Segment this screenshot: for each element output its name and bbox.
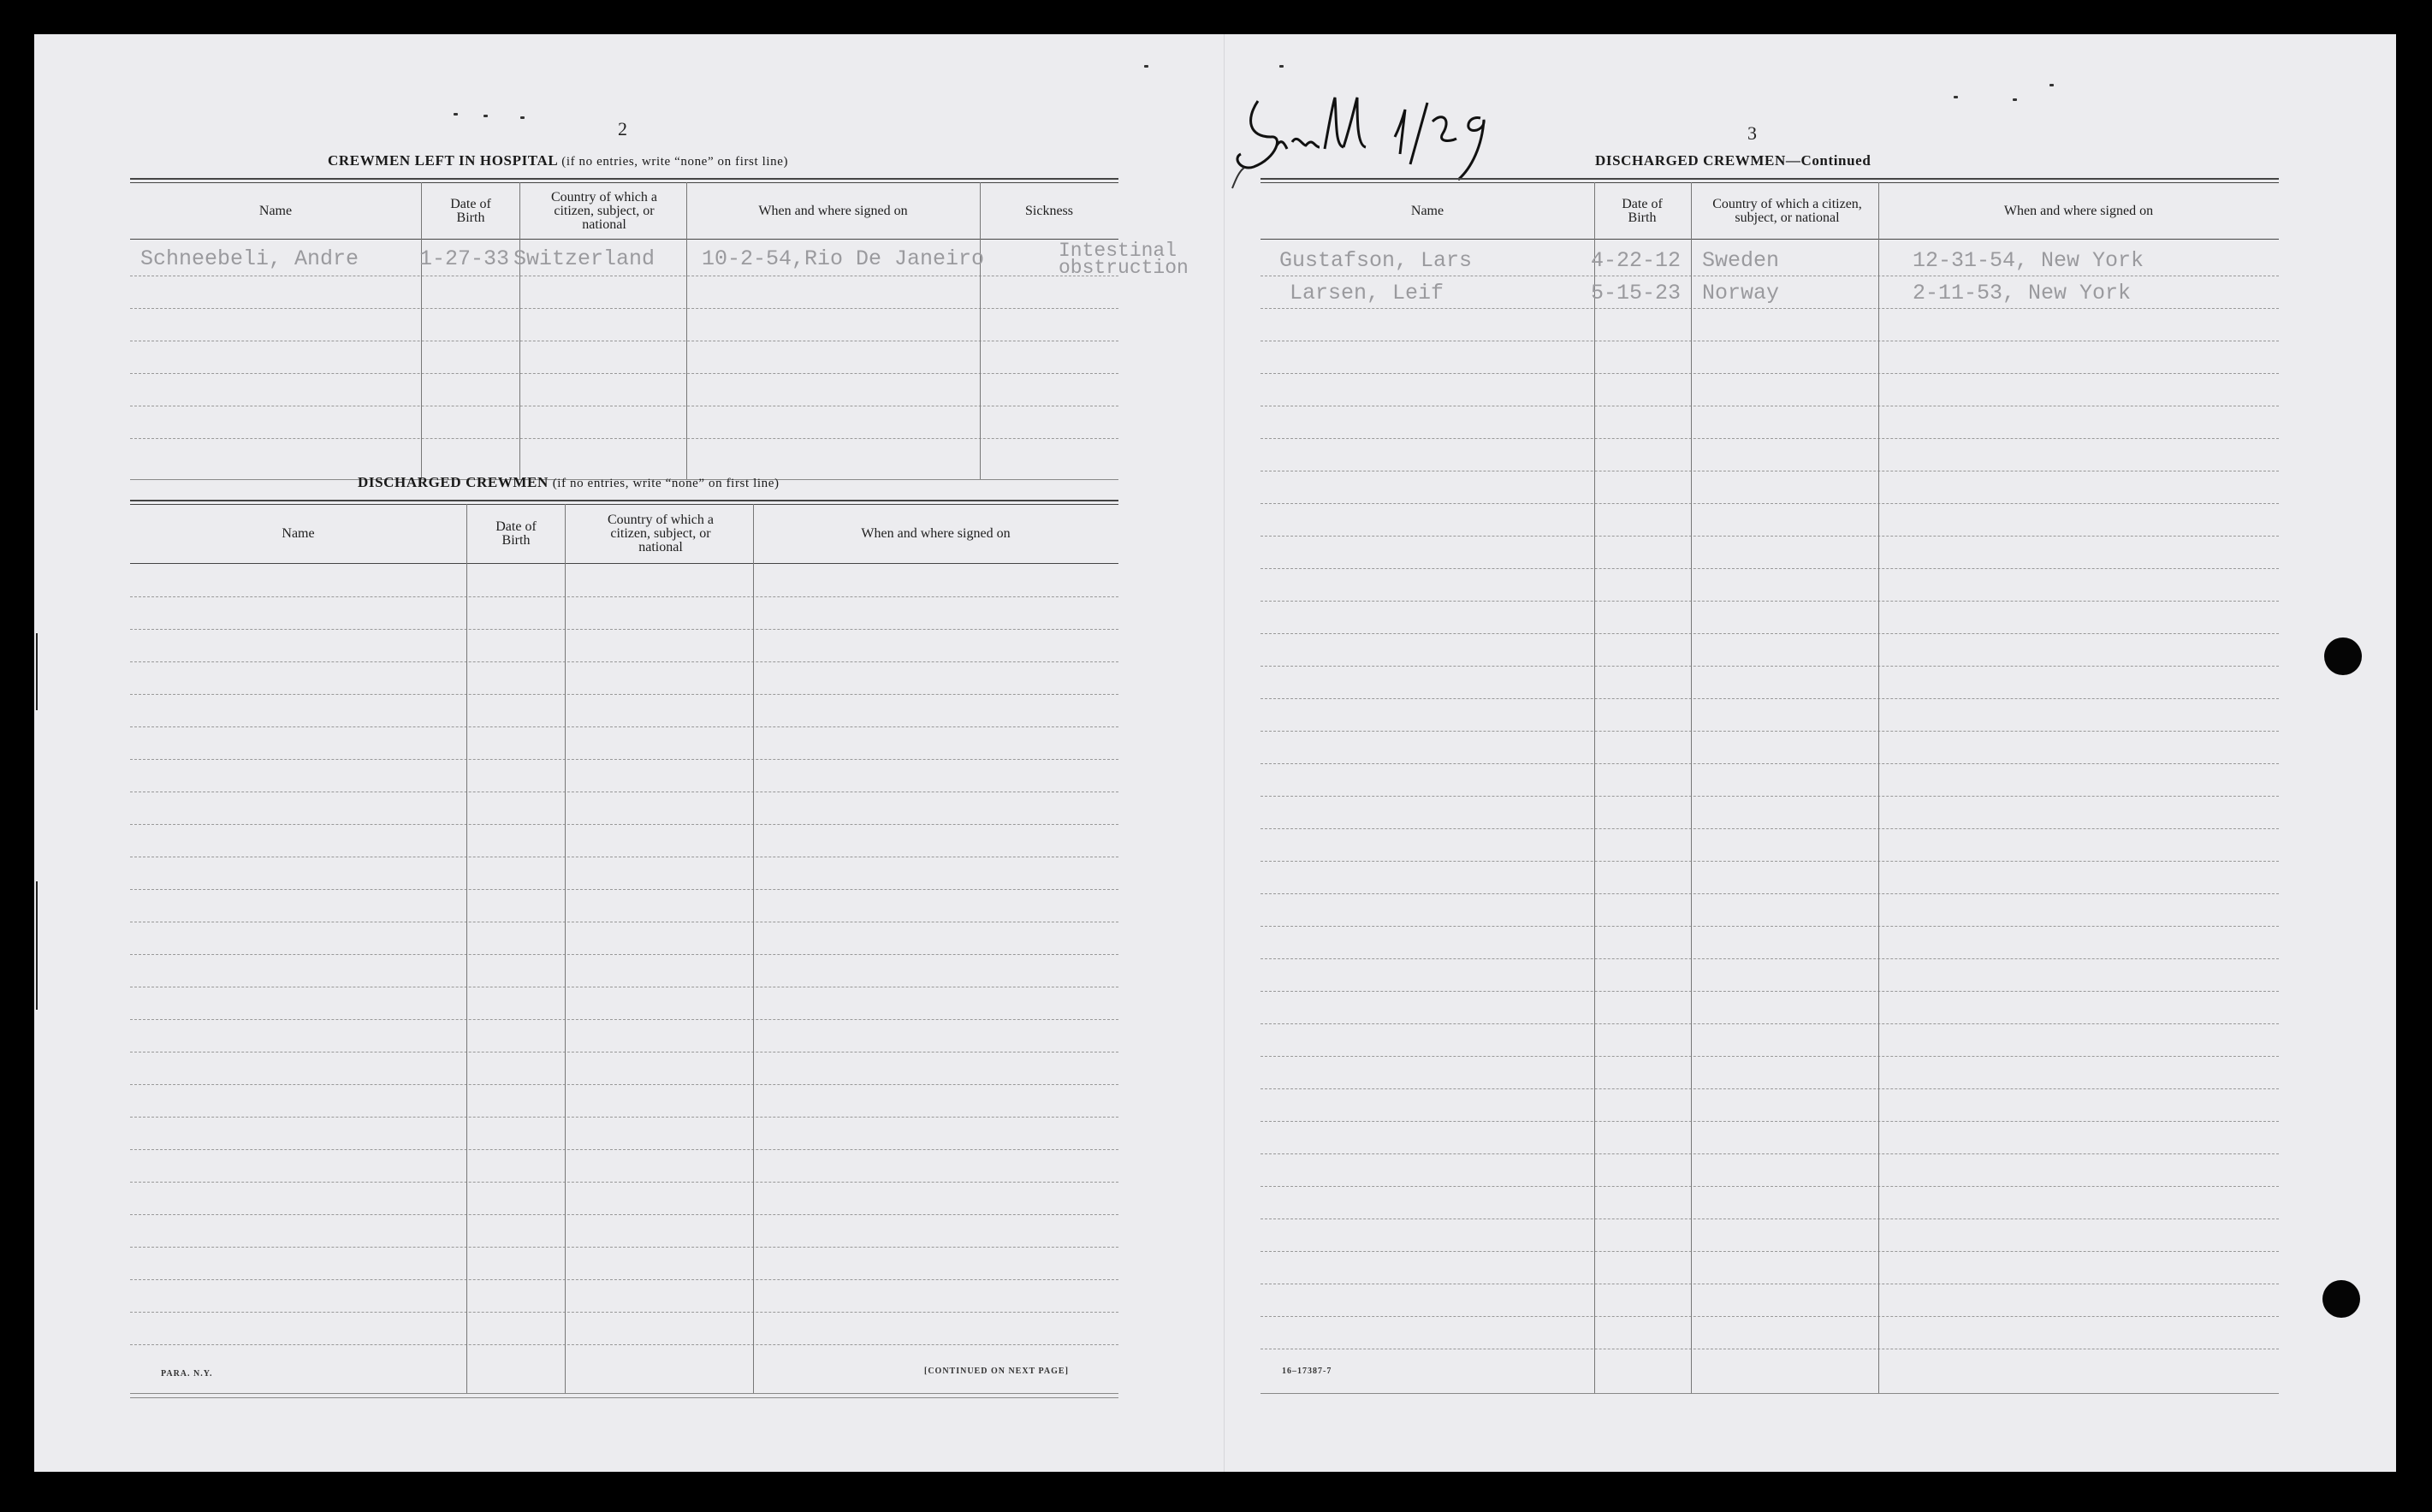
hospital-row-dob: 1-27-33 bbox=[419, 246, 510, 271]
hospital-title-note: (if no entries, write “none” on first line) bbox=[561, 155, 789, 169]
discharged-section-title bbox=[358, 474, 780, 491]
form-number: 16–17387-7 bbox=[1282, 1367, 1332, 1376]
page-number-left: 2 bbox=[618, 118, 627, 139]
discharged-row-dob: 5-15-23 bbox=[1591, 281, 1682, 305]
discharged-left-header-signed: When and where signed on bbox=[861, 526, 1011, 541]
discharged-continued-text: DISCHARGED CREWMEN bbox=[1595, 152, 1786, 169]
hospital-header-name: Name bbox=[258, 203, 293, 218]
discharged-continued-title bbox=[1595, 152, 1871, 169]
hospital-header-signed: When and where signed on bbox=[758, 203, 908, 218]
discharged-row-name: Larsen, Leif bbox=[1290, 281, 1444, 305]
speck bbox=[2013, 98, 2017, 101]
discharged-left-header-country: Country of which a citizen, subject, or national bbox=[608, 513, 714, 554]
hospital-header-sickness: Sickness bbox=[1025, 203, 1073, 218]
discharged-right-header-name: Name bbox=[1410, 203, 1444, 218]
discharged-title-note: (if no entries, write “none” on first line) bbox=[552, 477, 780, 490]
speck bbox=[1144, 65, 1148, 68]
hospital-header-dob: Date of Birth bbox=[450, 196, 491, 225]
hospital-header-country: Country of which a citizen, subject, or national bbox=[551, 189, 657, 232]
record-sheet bbox=[34, 34, 2396, 1472]
discharged-row-name: Gustafson, Lars bbox=[1279, 248, 1473, 273]
discharged-row-signed: 12-31-54, New York bbox=[1913, 248, 2144, 273]
printer-mark: PARA. N.Y. bbox=[161, 1369, 213, 1379]
hospital-row-country: Switzerland bbox=[513, 246, 655, 271]
punch-hole-bottom bbox=[2322, 1280, 2360, 1318]
edge-mark-bottom bbox=[36, 881, 38, 1010]
speck bbox=[2049, 84, 2054, 86]
speck bbox=[520, 116, 525, 119]
speck bbox=[1279, 65, 1284, 68]
discharged-left-header-dob: Date of Birth bbox=[495, 519, 537, 548]
discharged-continued-suffix: —Continued bbox=[1785, 152, 1871, 169]
punch-hole-top bbox=[2324, 637, 2362, 675]
discharged-right-header-dob: Date of Birth bbox=[1622, 196, 1663, 225]
continued-note: [CONTINUED ON NEXT PAGE] bbox=[924, 1367, 1069, 1376]
discharged-table-left bbox=[130, 500, 1118, 1398]
hospital-section-title bbox=[328, 152, 788, 169]
hospital-row-signed: 10-2-54,Rio De Janeiro bbox=[702, 246, 985, 271]
center-fold bbox=[1224, 34, 1225, 1472]
speck bbox=[1954, 96, 1958, 98]
speck bbox=[454, 113, 458, 116]
hospital-row-sickness: Intestinal obstruction bbox=[1059, 240, 1189, 279]
discharged-left-header-name: Name bbox=[282, 526, 315, 541]
page-number-right: 3 bbox=[1747, 122, 1757, 144]
discharged-row-dob: 4-22-12 bbox=[1591, 248, 1682, 273]
hospital-title-text: CREWMEN LEFT IN HOSPITAL bbox=[328, 152, 558, 169]
hospital-row-name: Schneebeli, Andre bbox=[140, 246, 359, 271]
discharged-table-right bbox=[1260, 178, 2279, 1402]
discharged-right-header-signed: When and where signed on bbox=[2003, 203, 2154, 218]
hospital-table bbox=[130, 178, 1189, 488]
edge-mark-top bbox=[36, 633, 38, 710]
discharged-row-country: Norway bbox=[1702, 281, 1780, 305]
discharged-row-signed: 2-11-53, New York bbox=[1913, 281, 2132, 305]
speck bbox=[483, 115, 488, 117]
discharged-row-country: Sweden bbox=[1702, 248, 1780, 273]
discharged-right-header-country: Country of which a citizen, subject, or national bbox=[1712, 196, 1862, 225]
discharged-title-text: DISCHARGED CREWMEN bbox=[358, 474, 549, 490]
